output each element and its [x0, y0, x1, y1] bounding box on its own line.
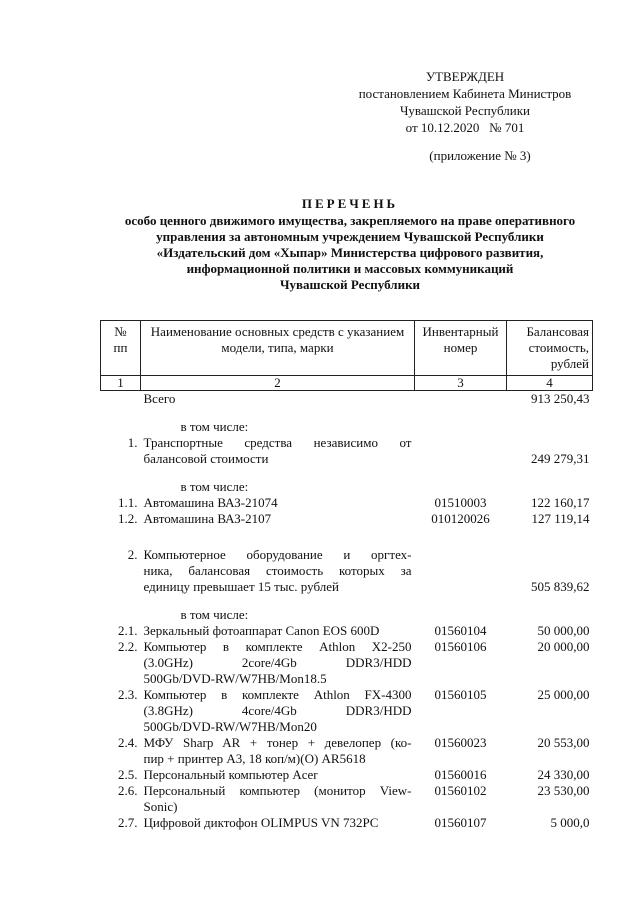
item-inventory: 01560016 — [434, 767, 487, 782]
item-value: 20 553,00 — [537, 735, 590, 750]
item-num: 2.3. — [118, 687, 138, 702]
section-1-value: 249 279,31 — [531, 451, 590, 466]
table-row — [101, 767, 593, 783]
item-name — [141, 767, 415, 783]
item-inventory: 01560104 — [434, 623, 487, 638]
section-1-line-2: балансовой стоимости — [143, 451, 269, 466]
section-2-line-1: Компьютерное оборудование и оргтех- — [143, 547, 412, 562]
item-name — [141, 735, 415, 767]
item-name — [141, 815, 415, 831]
approval-title: УТВЕРЖДЕН — [425, 69, 505, 84]
item-name-line: (3.8GHz) 4core/4Gb DDR3/HDD — [143, 703, 412, 718]
including-label: в том числе: — [180, 607, 249, 622]
item-value: 50 000,00 — [537, 623, 590, 638]
item-num: 2.4. — [118, 735, 138, 750]
item-name — [141, 783, 415, 815]
table-row — [101, 511, 593, 527]
colnum-4: 4 — [507, 376, 593, 391]
item-inventory: 01560107 — [434, 815, 487, 830]
title-line-3: «Издательский дом «Хыпар» Министерства цифрового развития, — [156, 245, 544, 260]
item-num: 2.7. — [118, 815, 138, 830]
column-number-row — [101, 376, 593, 391]
table-row — [101, 495, 593, 511]
including-label: в том числе: — [180, 419, 249, 434]
item-name-line: 500Gb/DVD-RW/W7HB/Mon20 — [143, 719, 317, 734]
item-value: 23 530,00 — [537, 783, 590, 798]
item-name — [141, 687, 415, 735]
approval-line-3: Чувашской Республики — [399, 103, 531, 118]
title-line-1: особо ценного движимого имущества, закрепляемого на праве оперативного — [124, 213, 576, 228]
including-row — [101, 419, 593, 435]
item-value: 24 330,00 — [537, 767, 590, 782]
item-value: 20 000,00 — [537, 639, 590, 654]
appendix-note: (приложение № 3) — [429, 148, 531, 163]
title-line-2: управления за автономным учреждением Чувашской Республики — [156, 229, 544, 244]
section-row — [101, 547, 593, 595]
title-heading: ПЕРЕЧЕНЬ — [301, 196, 399, 211]
item-num: 2.1. — [118, 623, 138, 638]
section-1-line-1: Транспортные средства независимо от — [143, 435, 412, 450]
item-num: 2.6. — [118, 783, 138, 798]
colnum-1: 1 — [101, 376, 141, 391]
section-2-num: 2. — [127, 547, 138, 562]
header-inventory: Инвентарный номер — [415, 321, 507, 376]
item-name-line: Компьютер в комплекте Athlon FX-4300 — [143, 687, 412, 702]
table-row — [101, 623, 593, 639]
item-name — [141, 639, 415, 687]
colnum-2: 2 — [141, 376, 415, 391]
item-name-line: 500Gb/DVD-RW/W7HB/Mon18.5 — [143, 671, 327, 686]
item-name-line: Цифровой диктофон OLIMPUS VN 732PC — [143, 815, 379, 830]
total-label: Всего — [143, 391, 176, 406]
table-row — [101, 815, 593, 831]
item-value: 5 000,0 — [550, 815, 590, 830]
item-value: 25 000,00 — [537, 687, 590, 702]
section-row — [101, 435, 593, 467]
item-name-line: Компьютер в комплекте Athlon X2-250 — [143, 639, 412, 654]
document-title — [90, 196, 610, 293]
item-name: Автомашина ВАЗ-21074 — [143, 495, 278, 510]
item-name-line: пир + принтер А3, 18 коп/м)(О) AR5618 — [143, 751, 366, 766]
item-value: 127 119,14 — [531, 511, 590, 526]
header-name: Наименование основных средств с указанием модели, типа, марки — [141, 321, 415, 376]
item-num: 1.1. — [118, 495, 138, 510]
table-row — [101, 735, 593, 767]
item-name-line: МФУ Sharp AR + тонер + девелопер (ко- — [143, 735, 412, 750]
item-name-line: Персональный компьютер (монитор View- — [143, 783, 412, 798]
approval-line-2: постановлением Кабинета Министров — [358, 86, 572, 101]
table-row — [101, 639, 593, 687]
title-line-4: информационной политики и массовых коммуникаций — [186, 261, 514, 276]
item-name-line: Зеркальный фотоаппарат Canon EOS 600D — [143, 623, 380, 638]
item-name-line: (3.0GHz) 2core/4Gb DDR3/HDD — [143, 655, 412, 670]
item-name-line: Персональный компьютер Acer — [143, 767, 318, 782]
item-inventory: 01560023 — [434, 735, 487, 750]
section-2-name — [141, 547, 415, 595]
item-inventory: 010120026 — [431, 511, 490, 526]
item-inventory: 01560102 — [434, 783, 487, 798]
including-label: в том числе: — [180, 479, 249, 494]
section-1-num: 1. — [127, 435, 138, 450]
item-num: 2.5. — [118, 767, 138, 782]
total-row — [101, 391, 593, 408]
table-header-row — [101, 321, 593, 376]
item-name-line: Sonic) — [143, 799, 178, 814]
including-row — [101, 607, 593, 623]
approval-date: от 10.12.2020 № 701 — [405, 120, 525, 135]
item-inventory: 01560105 — [434, 687, 487, 702]
item-name — [141, 623, 415, 639]
item-inventory: 01510003 — [434, 495, 487, 510]
section-2-line-3: единицу превышает 15 тыс. рублей — [143, 579, 339, 594]
assets-table — [100, 320, 593, 831]
table-row — [101, 783, 593, 815]
table-row — [101, 687, 593, 735]
item-value: 122 160,17 — [531, 495, 590, 510]
section-1-name — [141, 435, 415, 467]
section-2-value: 505 839,62 — [531, 579, 590, 594]
header-value: Балансовая стоимость, рублей — [507, 321, 593, 376]
item-name: Автомашина ВАЗ-2107 — [143, 511, 272, 526]
title-line-5: Чувашской Республики — [279, 277, 421, 292]
including-row — [101, 479, 593, 495]
colnum-3: 3 — [415, 376, 507, 391]
section-2-line-2: ника, балансовая стоимость которых за — [143, 563, 412, 578]
item-inventory: 01560106 — [434, 639, 487, 654]
item-num: 2.2. — [118, 639, 138, 654]
item-num: 1.2. — [118, 511, 138, 526]
approval-block — [330, 68, 600, 136]
total-value: 913 250,43 — [531, 391, 590, 406]
header-num: № пп — [101, 321, 141, 376]
